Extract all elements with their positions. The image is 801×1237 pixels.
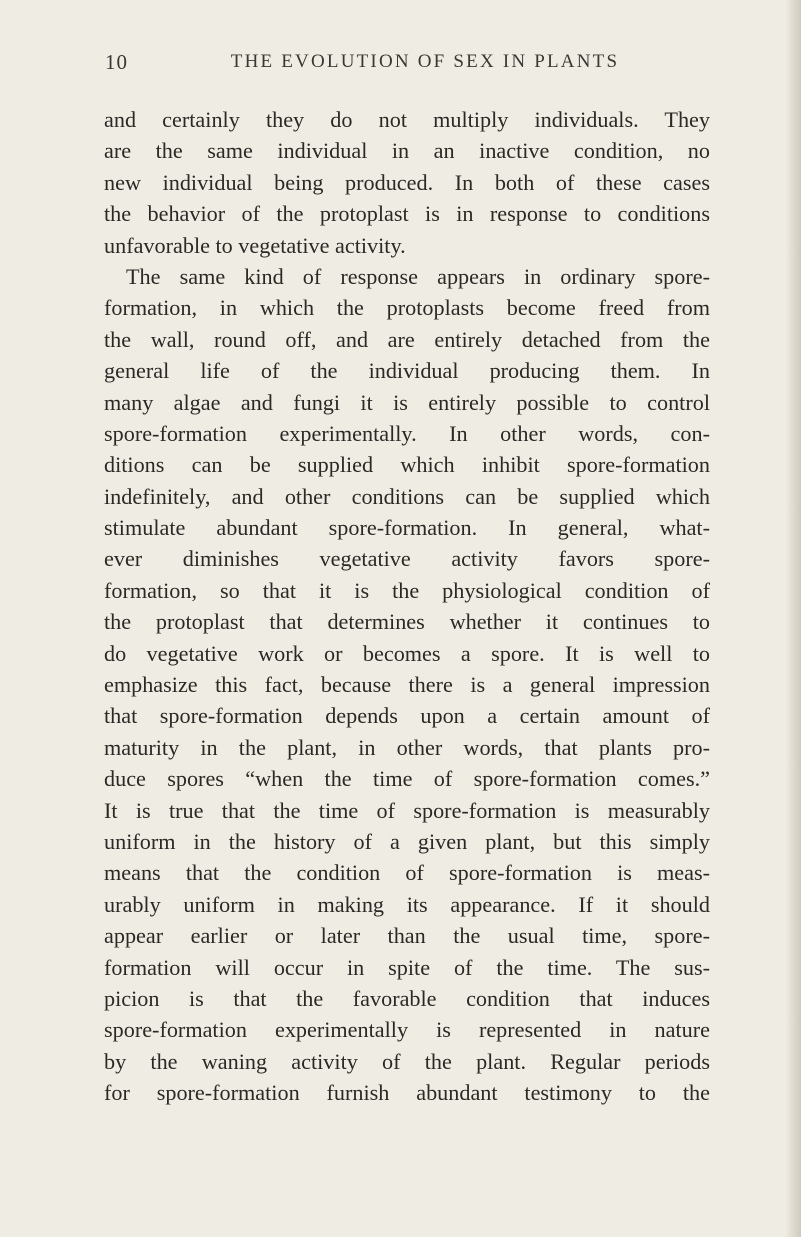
text-line: urably uniform in making its appearance. If it should: [104, 891, 710, 917]
page-edge-shadow: [785, 0, 801, 1237]
text-line: spore-formation experimentally. In other words, con-: [104, 420, 710, 446]
text-line: formation, so that it is the physiological condition of: [104, 577, 710, 603]
text-line: are the same individual in an inactive condition, no: [104, 138, 710, 164]
text-line: ditions can be supplied which inhibit spore-formation: [104, 452, 710, 478]
text-line: duce spores “when the time of spore-formation comes.”: [104, 766, 710, 792]
text-line: appear earlier or later than the usual time, spore-: [104, 923, 710, 949]
text-line: stimulate abundant spore-formation. In general, what-: [104, 515, 710, 541]
text-line: unfavorable to vegetative activity.: [104, 232, 406, 258]
text-line: ever diminishes vegetative activity favors spore-: [104, 546, 710, 572]
text-line: for spore-formation furnish abundant testimony to the: [104, 1080, 710, 1106]
text-line: formation will occur in spite of the time. The sus-: [104, 954, 710, 980]
paragraph: [104, 261, 710, 1109]
text-line: uniform in the history of a given plant, but this simply: [104, 828, 710, 854]
text-line: the behavior of the protoplast is in response to conditions: [104, 201, 710, 227]
text-line: that spore-formation depends upon a certain amount of: [104, 703, 710, 729]
text-line: many algae and fungi it is entirely possible to control: [104, 389, 710, 415]
text-line: emphasize this fact, because there is a general impression: [104, 672, 710, 698]
text-line: general life of the individual producing them. In: [104, 358, 710, 384]
text-line: and certainly they do not multiply individuals. They: [104, 107, 710, 132]
text-line: do vegetative work or becomes a spore. It is well to: [104, 640, 710, 666]
page-header: [105, 50, 705, 80]
text-line: new individual being produced. In both of these cases: [104, 169, 710, 195]
text-line: formation, in which the protoplasts become freed from: [104, 295, 710, 321]
text-line: the wall, round off, and are entirely detached from the: [104, 326, 710, 352]
text-line: by the waning activity of the plant. Regular periods: [104, 1048, 710, 1074]
page-number: 10: [105, 50, 128, 74]
text-line: spore-formation experimentally is represented in nature: [104, 1017, 710, 1043]
text-line: picion is that the favorable condition that induces: [104, 985, 710, 1011]
running-title: THE EVOLUTION OF SEX IN PLANTS: [230, 51, 620, 72]
body-text: [104, 104, 710, 1109]
text-line: It is true that the time of spore-formation is measurably: [104, 797, 710, 823]
text-line: The same kind of response appears in ordinary spore-: [126, 263, 710, 289]
text-line: the protoplast that determines whether it continues to: [104, 609, 710, 635]
text-line: means that the condition of spore-formation is meas-: [104, 860, 710, 886]
text-line: indefinitely, and other conditions can be supplied which: [104, 483, 710, 509]
paragraph: [104, 104, 710, 261]
text-line: maturity in the plant, in other words, that plants pro-: [104, 734, 710, 760]
